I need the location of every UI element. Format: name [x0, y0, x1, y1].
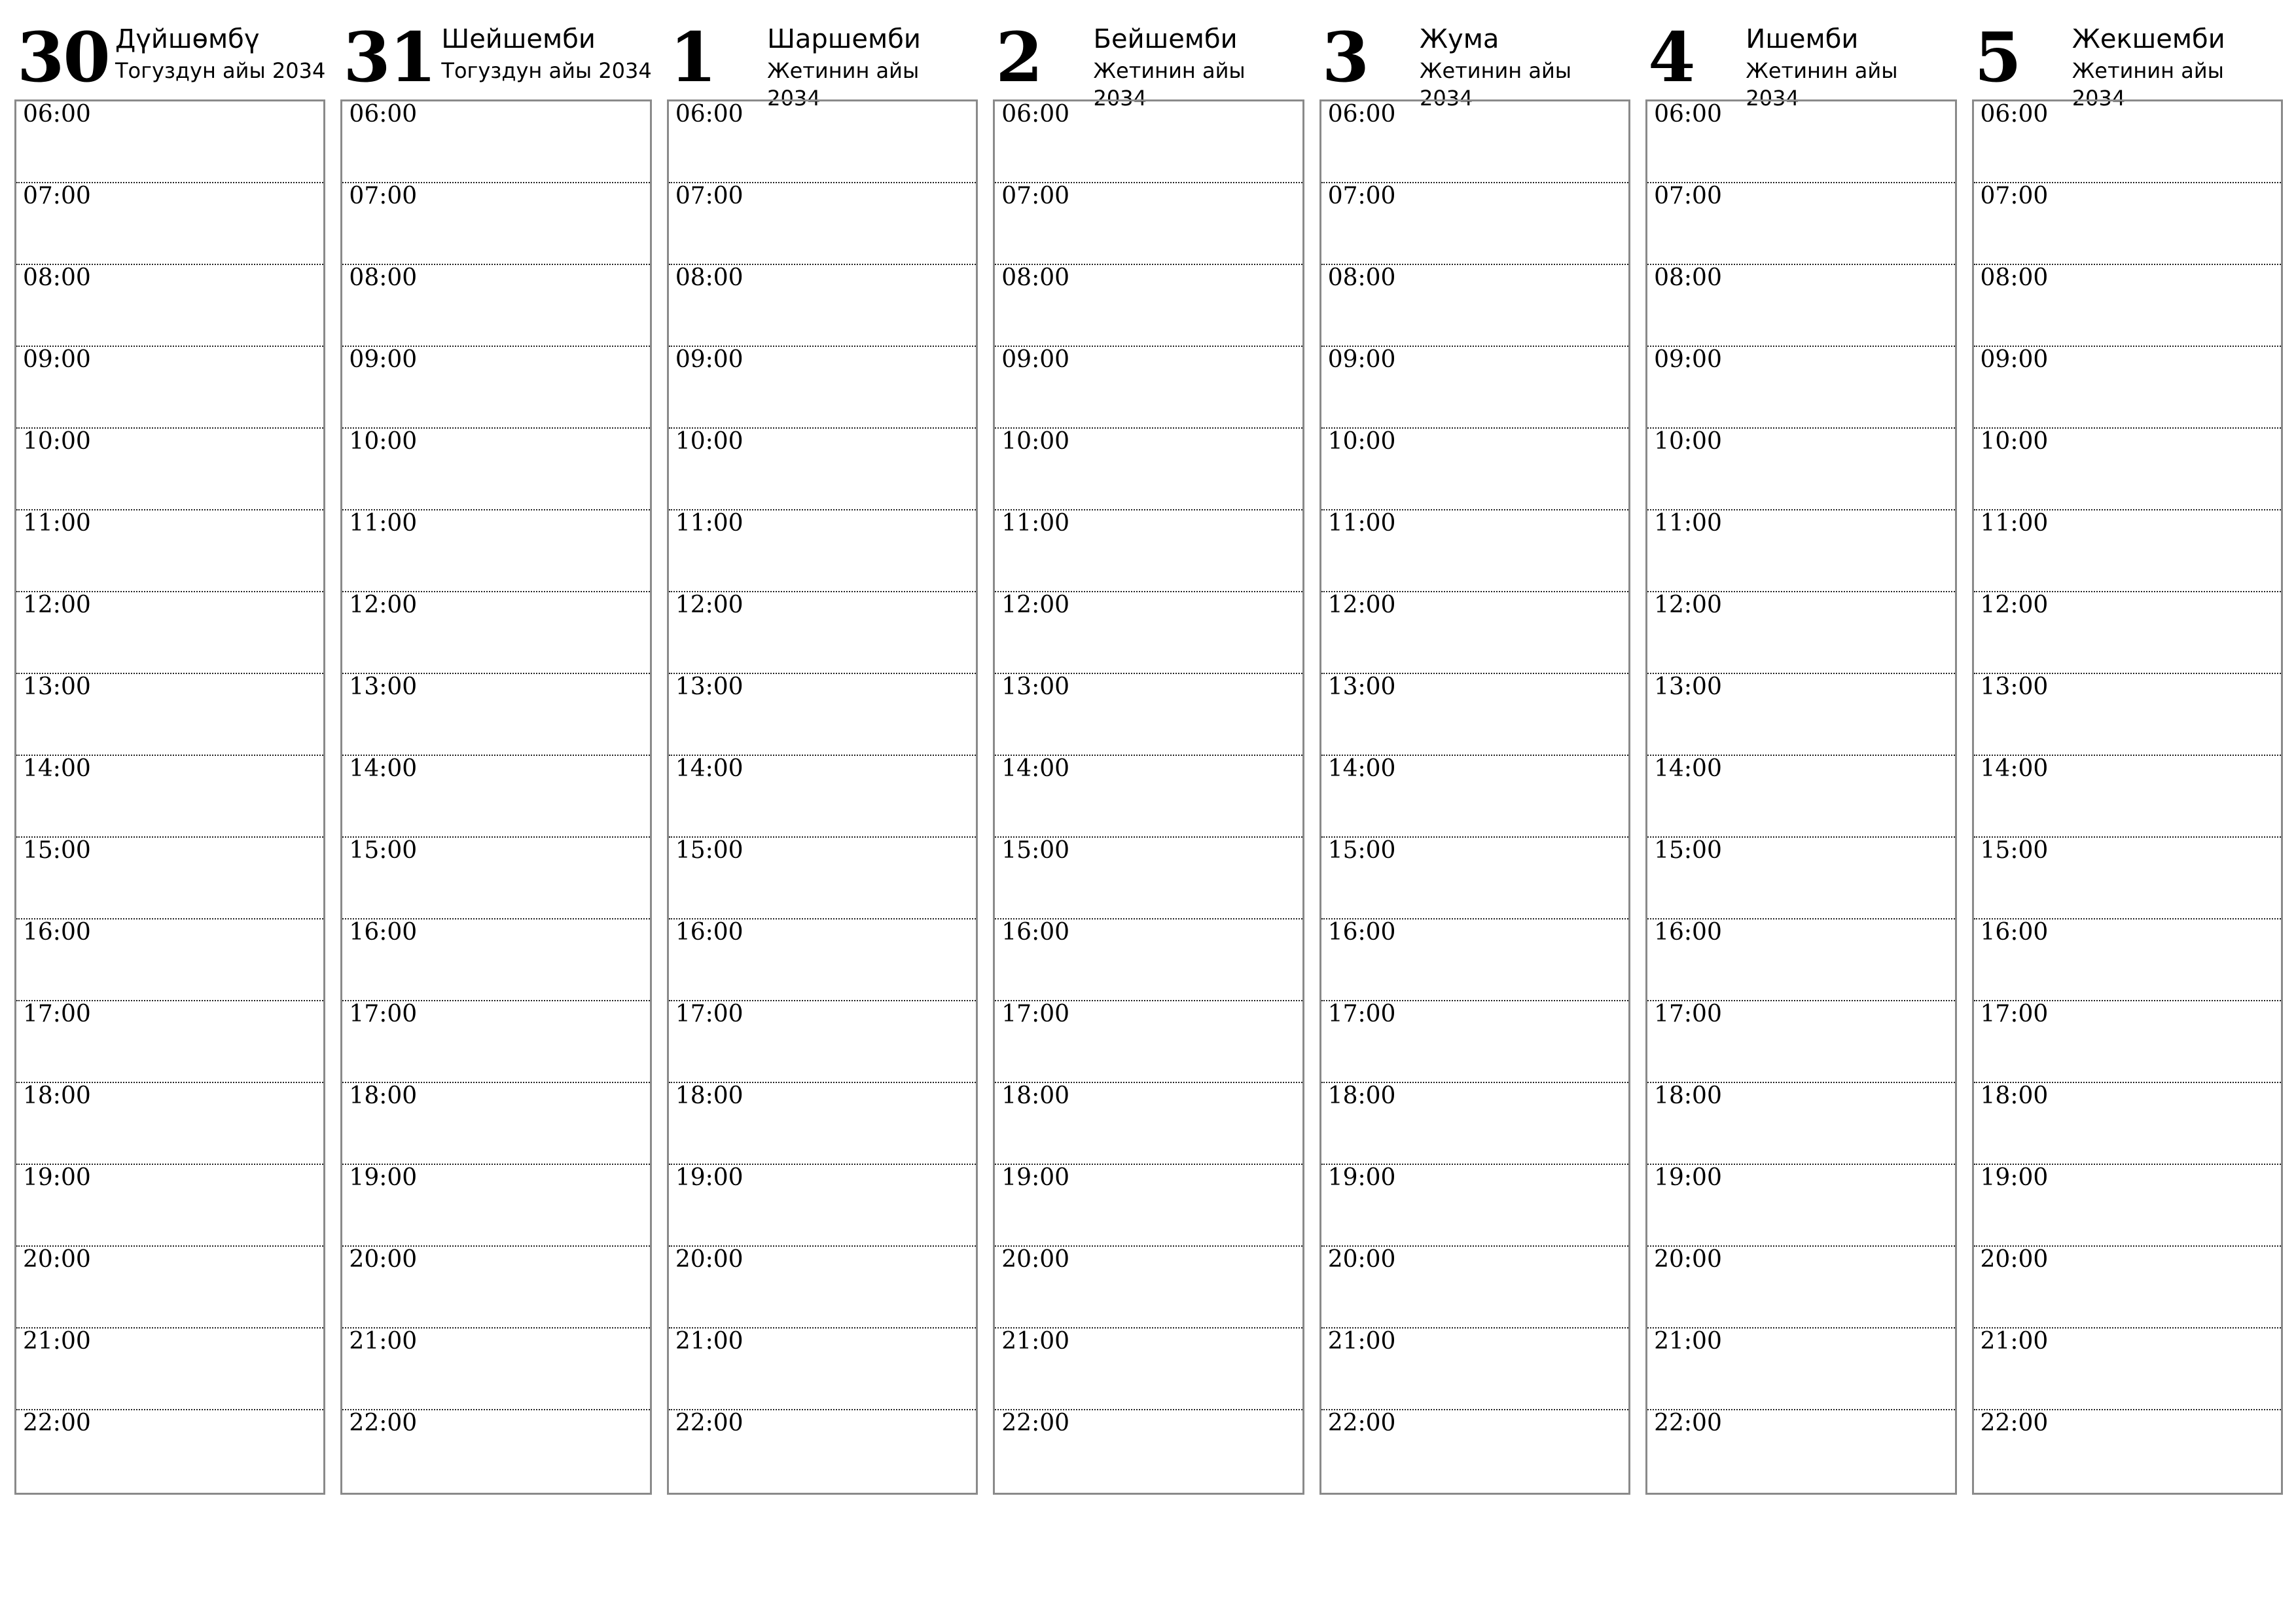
day-labels	[115, 14, 325, 85]
day-number: 5	[1974, 17, 2020, 98]
hour-label: 07:00	[1001, 183, 1070, 209]
hour-slot[interactable]	[995, 101, 1302, 183]
hour-label: 11:00	[23, 510, 91, 537]
hour-slot[interactable]	[16, 1165, 323, 1247]
hour-label: 12:00	[1327, 592, 1396, 618]
hour-slot[interactable]	[669, 101, 976, 183]
hour-slot[interactable]	[1647, 838, 1954, 919]
hour-slot[interactable]	[16, 1247, 323, 1329]
day-schedule	[340, 99, 651, 1495]
hour-label: 12:00	[23, 592, 91, 618]
hour-slot[interactable]	[669, 265, 976, 347]
month-year: Тогуздун айы 2034	[115, 58, 326, 83]
hour-label: 14:00	[1654, 755, 1722, 782]
hour-label: 14:00	[1980, 755, 2049, 782]
hour-label: 08:00	[349, 264, 418, 291]
day-number: 30	[17, 17, 109, 98]
hour-label: 17:00	[23, 1001, 91, 1027]
hour-label: 21:00	[349, 1328, 418, 1355]
hour-slot[interactable]	[16, 101, 323, 183]
hour-label: 21:00	[23, 1328, 91, 1355]
hour-slot[interactable]	[1321, 429, 1628, 510]
hour-label: 09:00	[675, 346, 744, 373]
hour-slot[interactable]	[1321, 101, 1628, 183]
hour-slot[interactable]	[1321, 674, 1628, 756]
day-number: 4	[1648, 17, 1695, 98]
hour-slot[interactable]	[1974, 183, 2281, 265]
hour-slot[interactable]	[342, 183, 649, 265]
hour-label: 22:00	[23, 1410, 91, 1436]
hour-label: 10:00	[1980, 428, 2049, 455]
hour-label: 15:00	[349, 837, 418, 864]
hour-slot[interactable]	[995, 347, 1302, 429]
hour-label: 18:00	[1327, 1082, 1396, 1109]
hour-label: 21:00	[1001, 1328, 1070, 1355]
hour-slot[interactable]	[342, 1247, 649, 1329]
hour-label: 20:00	[1980, 1246, 2049, 1273]
hour-label: 22:00	[1980, 1410, 2049, 1436]
day-header	[340, 14, 651, 99]
hour-label: 07:00	[1980, 183, 2049, 209]
hour-label: 08:00	[1327, 264, 1396, 291]
hour-label: 13:00	[675, 673, 744, 700]
month-year: Жетинин айы 2034	[1419, 58, 1572, 111]
hour-label: 19:00	[1327, 1164, 1396, 1191]
hour-label: 10:00	[349, 428, 418, 455]
hour-label: 10:00	[1001, 428, 1070, 455]
hour-slot[interactable]	[1647, 1083, 1954, 1165]
hour-label: 06:00	[1327, 101, 1396, 128]
hour-slot[interactable]	[669, 838, 976, 919]
hour-slot[interactable]	[342, 347, 649, 429]
hour-label: 15:00	[675, 837, 744, 864]
hour-slot[interactable]	[995, 1083, 1302, 1165]
day-number: 3	[1321, 17, 1369, 98]
hour-label: 10:00	[1327, 428, 1396, 455]
hour-slot[interactable]	[1647, 510, 1954, 592]
hour-label: 08:00	[675, 264, 744, 291]
hour-slot[interactable]	[342, 838, 649, 919]
hour-label: 18:00	[675, 1082, 744, 1109]
day-column	[1972, 14, 2283, 1495]
hour-slot[interactable]	[995, 1247, 1302, 1329]
hour-label: 20:00	[1001, 1246, 1070, 1273]
hour-label: 12:00	[1001, 592, 1070, 618]
hour-slot[interactable]	[1974, 101, 2281, 183]
hour-slot[interactable]	[1647, 674, 1954, 756]
day-number: 31	[343, 17, 436, 98]
hour-slot[interactable]	[995, 429, 1302, 510]
day-column	[993, 14, 1304, 1495]
hour-label: 13:00	[1001, 673, 1070, 700]
hour-label: 11:00	[1980, 510, 2049, 537]
hour-label: 15:00	[23, 837, 91, 864]
hour-slot[interactable]	[342, 1001, 649, 1083]
hour-slot[interactable]	[1647, 265, 1954, 347]
hour-label: 21:00	[675, 1328, 744, 1355]
hour-slot[interactable]	[995, 265, 1302, 347]
hour-label: 11:00	[349, 510, 418, 537]
day-schedule	[1319, 99, 1630, 1495]
hour-label: 07:00	[1654, 183, 1722, 209]
hour-label: 15:00	[1327, 837, 1396, 864]
day-column	[14, 14, 325, 1495]
hour-slot[interactable]	[1974, 1165, 2281, 1247]
hour-slot[interactable]	[1974, 1329, 2281, 1410]
hour-slot[interactable]	[1974, 592, 2281, 674]
hour-slot[interactable]	[1321, 1165, 1628, 1247]
hour-label: 15:00	[1654, 837, 1722, 864]
hour-label: 08:00	[1654, 264, 1722, 291]
hour-label: 20:00	[349, 1246, 418, 1273]
hour-slot[interactable]	[16, 919, 323, 1001]
hour-slot[interactable]	[995, 1001, 1302, 1083]
hour-label: 21:00	[1654, 1328, 1722, 1355]
hour-label: 18:00	[1001, 1082, 1070, 1109]
hour-slot[interactable]	[1974, 1083, 2281, 1165]
hour-label: 06:00	[1654, 101, 1722, 128]
hour-slot[interactable]	[16, 265, 323, 347]
hour-slot[interactable]	[342, 265, 649, 347]
hour-label: 17:00	[1980, 1001, 2049, 1027]
hour-slot[interactable]	[669, 1083, 976, 1165]
hour-label: 09:00	[1001, 346, 1070, 373]
hour-slot[interactable]	[1647, 1410, 1954, 1493]
day-schedule	[993, 99, 1304, 1495]
hour-slot[interactable]	[1321, 1410, 1628, 1493]
weekday-name: Жекшемби	[2072, 24, 2225, 54]
day-number: 2	[996, 17, 1042, 98]
hour-label: 06:00	[349, 101, 418, 128]
hour-slot[interactable]	[669, 429, 976, 510]
hour-slot[interactable]	[16, 347, 323, 429]
hour-slot[interactable]	[995, 756, 1302, 838]
hour-slot[interactable]	[995, 183, 1302, 265]
hour-label: 16:00	[1980, 919, 2049, 946]
hour-slot[interactable]	[669, 183, 976, 265]
hour-slot[interactable]	[1974, 347, 2281, 429]
hour-slot[interactable]	[342, 674, 649, 756]
month-year: Тогуздун айы 2034	[441, 58, 652, 83]
hour-slot[interactable]	[669, 592, 976, 674]
month-year: Жетинин айы 2034	[2072, 58, 2224, 111]
hour-label: 08:00	[1001, 264, 1070, 291]
day-header	[1972, 14, 2283, 111]
hour-slot[interactable]	[16, 674, 323, 756]
hour-slot[interactable]	[1974, 510, 2281, 592]
day-labels	[767, 14, 978, 112]
hour-slot[interactable]	[342, 1410, 649, 1493]
hour-slot[interactable]	[669, 510, 976, 592]
hour-label: 12:00	[1980, 592, 2049, 618]
hour-label: 15:00	[1980, 837, 2049, 864]
hour-slot[interactable]	[1321, 1001, 1628, 1083]
hour-label: 06:00	[675, 101, 744, 128]
hour-label: 13:00	[1327, 673, 1396, 700]
weekday-name: Жума	[1419, 24, 1499, 54]
month-year: Жетинин айы 2034	[1093, 58, 1246, 111]
hour-label: 11:00	[675, 510, 744, 537]
hour-slot[interactable]	[669, 347, 976, 429]
hour-label: 16:00	[1327, 919, 1396, 946]
hour-slot[interactable]	[1647, 592, 1954, 674]
hour-slot[interactable]	[1647, 101, 1954, 183]
hour-label: 07:00	[23, 183, 91, 209]
hour-slot[interactable]	[1647, 1165, 1954, 1247]
hour-slot[interactable]	[1974, 429, 2281, 510]
day-header	[14, 14, 325, 99]
hour-slot[interactable]	[1974, 265, 2281, 347]
hour-slot[interactable]	[1647, 1329, 1954, 1410]
hour-slot[interactable]	[669, 1001, 976, 1083]
hour-slot[interactable]	[16, 1083, 323, 1165]
weekday-name: Дүйшөмбү	[115, 24, 260, 54]
hour-label: 13:00	[1980, 673, 2049, 700]
hour-label: 13:00	[23, 673, 91, 700]
hour-label: 12:00	[1654, 592, 1722, 618]
hour-label: 19:00	[1980, 1164, 2049, 1191]
hour-slot[interactable]	[16, 1329, 323, 1410]
hour-slot[interactable]	[342, 1083, 649, 1165]
hour-label: 18:00	[23, 1082, 91, 1109]
hour-slot[interactable]	[669, 1165, 976, 1247]
day-column	[340, 14, 651, 1495]
hour-slot[interactable]	[16, 838, 323, 919]
hour-slot[interactable]	[995, 674, 1302, 756]
hour-slot[interactable]	[995, 592, 1302, 674]
hour-label: 18:00	[1654, 1082, 1722, 1109]
hour-label: 16:00	[349, 919, 418, 946]
day-labels	[1420, 14, 1630, 112]
hour-slot[interactable]	[1647, 756, 1954, 838]
hour-label: 11:00	[1654, 510, 1722, 537]
hour-label: 16:00	[1654, 919, 1722, 946]
hour-label: 09:00	[349, 346, 418, 373]
hour-slot[interactable]	[1321, 1247, 1628, 1329]
day-schedule	[1972, 99, 2283, 1495]
hour-label: 19:00	[675, 1164, 744, 1191]
hour-slot[interactable]	[669, 1247, 976, 1329]
hour-slot[interactable]	[1321, 1329, 1628, 1410]
weekday-name: Шаршемби	[767, 24, 921, 54]
hour-label: 07:00	[675, 183, 744, 209]
hour-label: 09:00	[1980, 346, 2049, 373]
hour-label: 08:00	[23, 264, 91, 291]
hour-slot[interactable]	[1321, 756, 1628, 838]
hour-label: 06:00	[1001, 101, 1070, 128]
hour-slot[interactable]	[1321, 265, 1628, 347]
day-labels	[1746, 14, 1956, 112]
hour-slot[interactable]	[342, 1165, 649, 1247]
hour-slot[interactable]	[1321, 592, 1628, 674]
month-year: Жетинин айы 2034	[767, 58, 920, 111]
hour-label: 18:00	[1980, 1082, 2049, 1109]
hour-label: 17:00	[1654, 1001, 1722, 1027]
hour-slot[interactable]	[1974, 1247, 2281, 1329]
hour-label: 16:00	[1001, 919, 1070, 946]
day-schedule	[1645, 99, 1956, 1495]
day-schedule	[14, 99, 325, 1495]
hour-label: 19:00	[1654, 1164, 1722, 1191]
hour-slot[interactable]	[1321, 838, 1628, 919]
hour-label: 09:00	[23, 346, 91, 373]
hour-slot[interactable]	[1647, 347, 1954, 429]
hour-slot[interactable]	[669, 919, 976, 1001]
day-column	[1319, 14, 1630, 1495]
hour-slot[interactable]	[1647, 1247, 1954, 1329]
hour-label: 14:00	[675, 755, 744, 782]
day-schedule	[667, 99, 978, 1495]
hour-label: 17:00	[675, 1001, 744, 1027]
hour-slot[interactable]	[1647, 183, 1954, 265]
hour-label: 19:00	[23, 1164, 91, 1191]
hour-label: 10:00	[675, 428, 744, 455]
hour-label: 12:00	[675, 592, 744, 618]
hour-label: 22:00	[1654, 1410, 1722, 1436]
day-column	[667, 14, 978, 1495]
hour-label: 22:00	[675, 1410, 744, 1436]
hour-slot[interactable]	[342, 1329, 649, 1410]
hour-slot[interactable]	[995, 919, 1302, 1001]
hour-slot[interactable]	[1321, 510, 1628, 592]
hour-slot[interactable]	[342, 592, 649, 674]
day-labels	[2072, 14, 2283, 112]
hour-slot[interactable]	[1647, 919, 1954, 1001]
hour-slot[interactable]	[669, 1329, 976, 1410]
hour-label: 21:00	[1327, 1328, 1396, 1355]
hour-label: 07:00	[1327, 183, 1396, 209]
hour-slot[interactable]	[342, 510, 649, 592]
hour-label: 13:00	[349, 673, 418, 700]
hour-slot[interactable]	[16, 429, 323, 510]
hour-label: 11:00	[1001, 510, 1070, 537]
hour-label: 19:00	[349, 1164, 418, 1191]
day-header	[1645, 14, 1956, 111]
hour-label: 20:00	[1654, 1246, 1722, 1273]
hour-label: 14:00	[1327, 755, 1396, 782]
hour-label: 21:00	[1980, 1328, 2049, 1355]
hour-slot[interactable]	[342, 919, 649, 1001]
hour-label: 17:00	[1001, 1001, 1070, 1027]
hour-label: 11:00	[1327, 510, 1396, 537]
day-labels	[1094, 14, 1304, 112]
weekday-name: Ишемби	[1746, 24, 1859, 54]
hour-slot[interactable]	[16, 1410, 323, 1493]
hour-slot[interactable]	[1321, 347, 1628, 429]
day-number: 1	[669, 17, 716, 98]
month-year: Жетинин айы 2034	[1746, 58, 1898, 111]
hour-slot[interactable]	[16, 756, 323, 838]
hour-label: 06:00	[1980, 101, 2049, 128]
hour-slot[interactable]	[1321, 183, 1628, 265]
hour-label: 17:00	[1327, 1001, 1396, 1027]
hour-label: 22:00	[1327, 1410, 1396, 1436]
hour-label: 20:00	[1327, 1246, 1396, 1273]
day-column	[1645, 14, 1956, 1495]
weekday-name: Шейшемби	[441, 24, 596, 54]
hour-slot[interactable]	[1974, 1001, 2281, 1083]
hour-slot[interactable]	[1647, 1001, 1954, 1083]
hour-label: 15:00	[1001, 837, 1070, 864]
hour-slot[interactable]	[1647, 429, 1954, 510]
day-header	[1319, 14, 1630, 111]
hour-label: 10:00	[23, 428, 91, 455]
day-header	[993, 14, 1304, 111]
hour-slot[interactable]	[1974, 838, 2281, 919]
hour-label: 14:00	[1001, 755, 1070, 782]
hour-label: 16:00	[675, 919, 744, 946]
hour-label: 14:00	[349, 755, 418, 782]
hour-slot[interactable]	[1321, 1083, 1628, 1165]
hour-slot[interactable]	[1974, 1410, 2281, 1493]
day-labels	[441, 14, 651, 85]
hour-label: 16:00	[23, 919, 91, 946]
hour-label: 10:00	[1654, 428, 1722, 455]
hour-slot[interactable]	[16, 510, 323, 592]
hour-label: 13:00	[1654, 673, 1722, 700]
hour-label: 08:00	[1980, 264, 2049, 291]
hour-label: 17:00	[349, 1001, 418, 1027]
hour-slot[interactable]	[1321, 919, 1628, 1001]
hour-label: 18:00	[349, 1082, 418, 1109]
hour-label: 07:00	[349, 183, 418, 209]
hour-slot[interactable]	[342, 101, 649, 183]
hour-label: 14:00	[23, 755, 91, 782]
hour-slot[interactable]	[342, 429, 649, 510]
hour-slot[interactable]	[16, 183, 323, 265]
hour-slot[interactable]	[995, 510, 1302, 592]
hour-slot[interactable]	[1974, 919, 2281, 1001]
hour-slot[interactable]	[995, 838, 1302, 919]
day-header	[667, 14, 978, 111]
hour-slot[interactable]	[669, 756, 976, 838]
hour-slot[interactable]	[669, 1410, 976, 1493]
hour-slot[interactable]	[1974, 756, 2281, 838]
week-planner	[14, 14, 2283, 1495]
hour-slot[interactable]	[1974, 674, 2281, 756]
hour-slot[interactable]	[669, 674, 976, 756]
hour-slot[interactable]	[16, 1001, 323, 1083]
hour-label: 09:00	[1654, 346, 1722, 373]
hour-label: 20:00	[23, 1246, 91, 1273]
hour-label: 20:00	[675, 1246, 744, 1273]
hour-slot[interactable]	[995, 1410, 1302, 1493]
hour-label: 19:00	[1001, 1164, 1070, 1191]
hour-slot[interactable]	[342, 756, 649, 838]
hour-slot[interactable]	[995, 1165, 1302, 1247]
hour-label: 09:00	[1327, 346, 1396, 373]
hour-slot[interactable]	[16, 592, 323, 674]
hour-label: 06:00	[23, 101, 91, 128]
hour-label: 12:00	[349, 592, 418, 618]
weekday-name: Бейшемби	[1093, 24, 1238, 54]
hour-slot[interactable]	[995, 1329, 1302, 1410]
hour-label: 22:00	[1001, 1410, 1070, 1436]
hour-label: 22:00	[349, 1410, 418, 1436]
